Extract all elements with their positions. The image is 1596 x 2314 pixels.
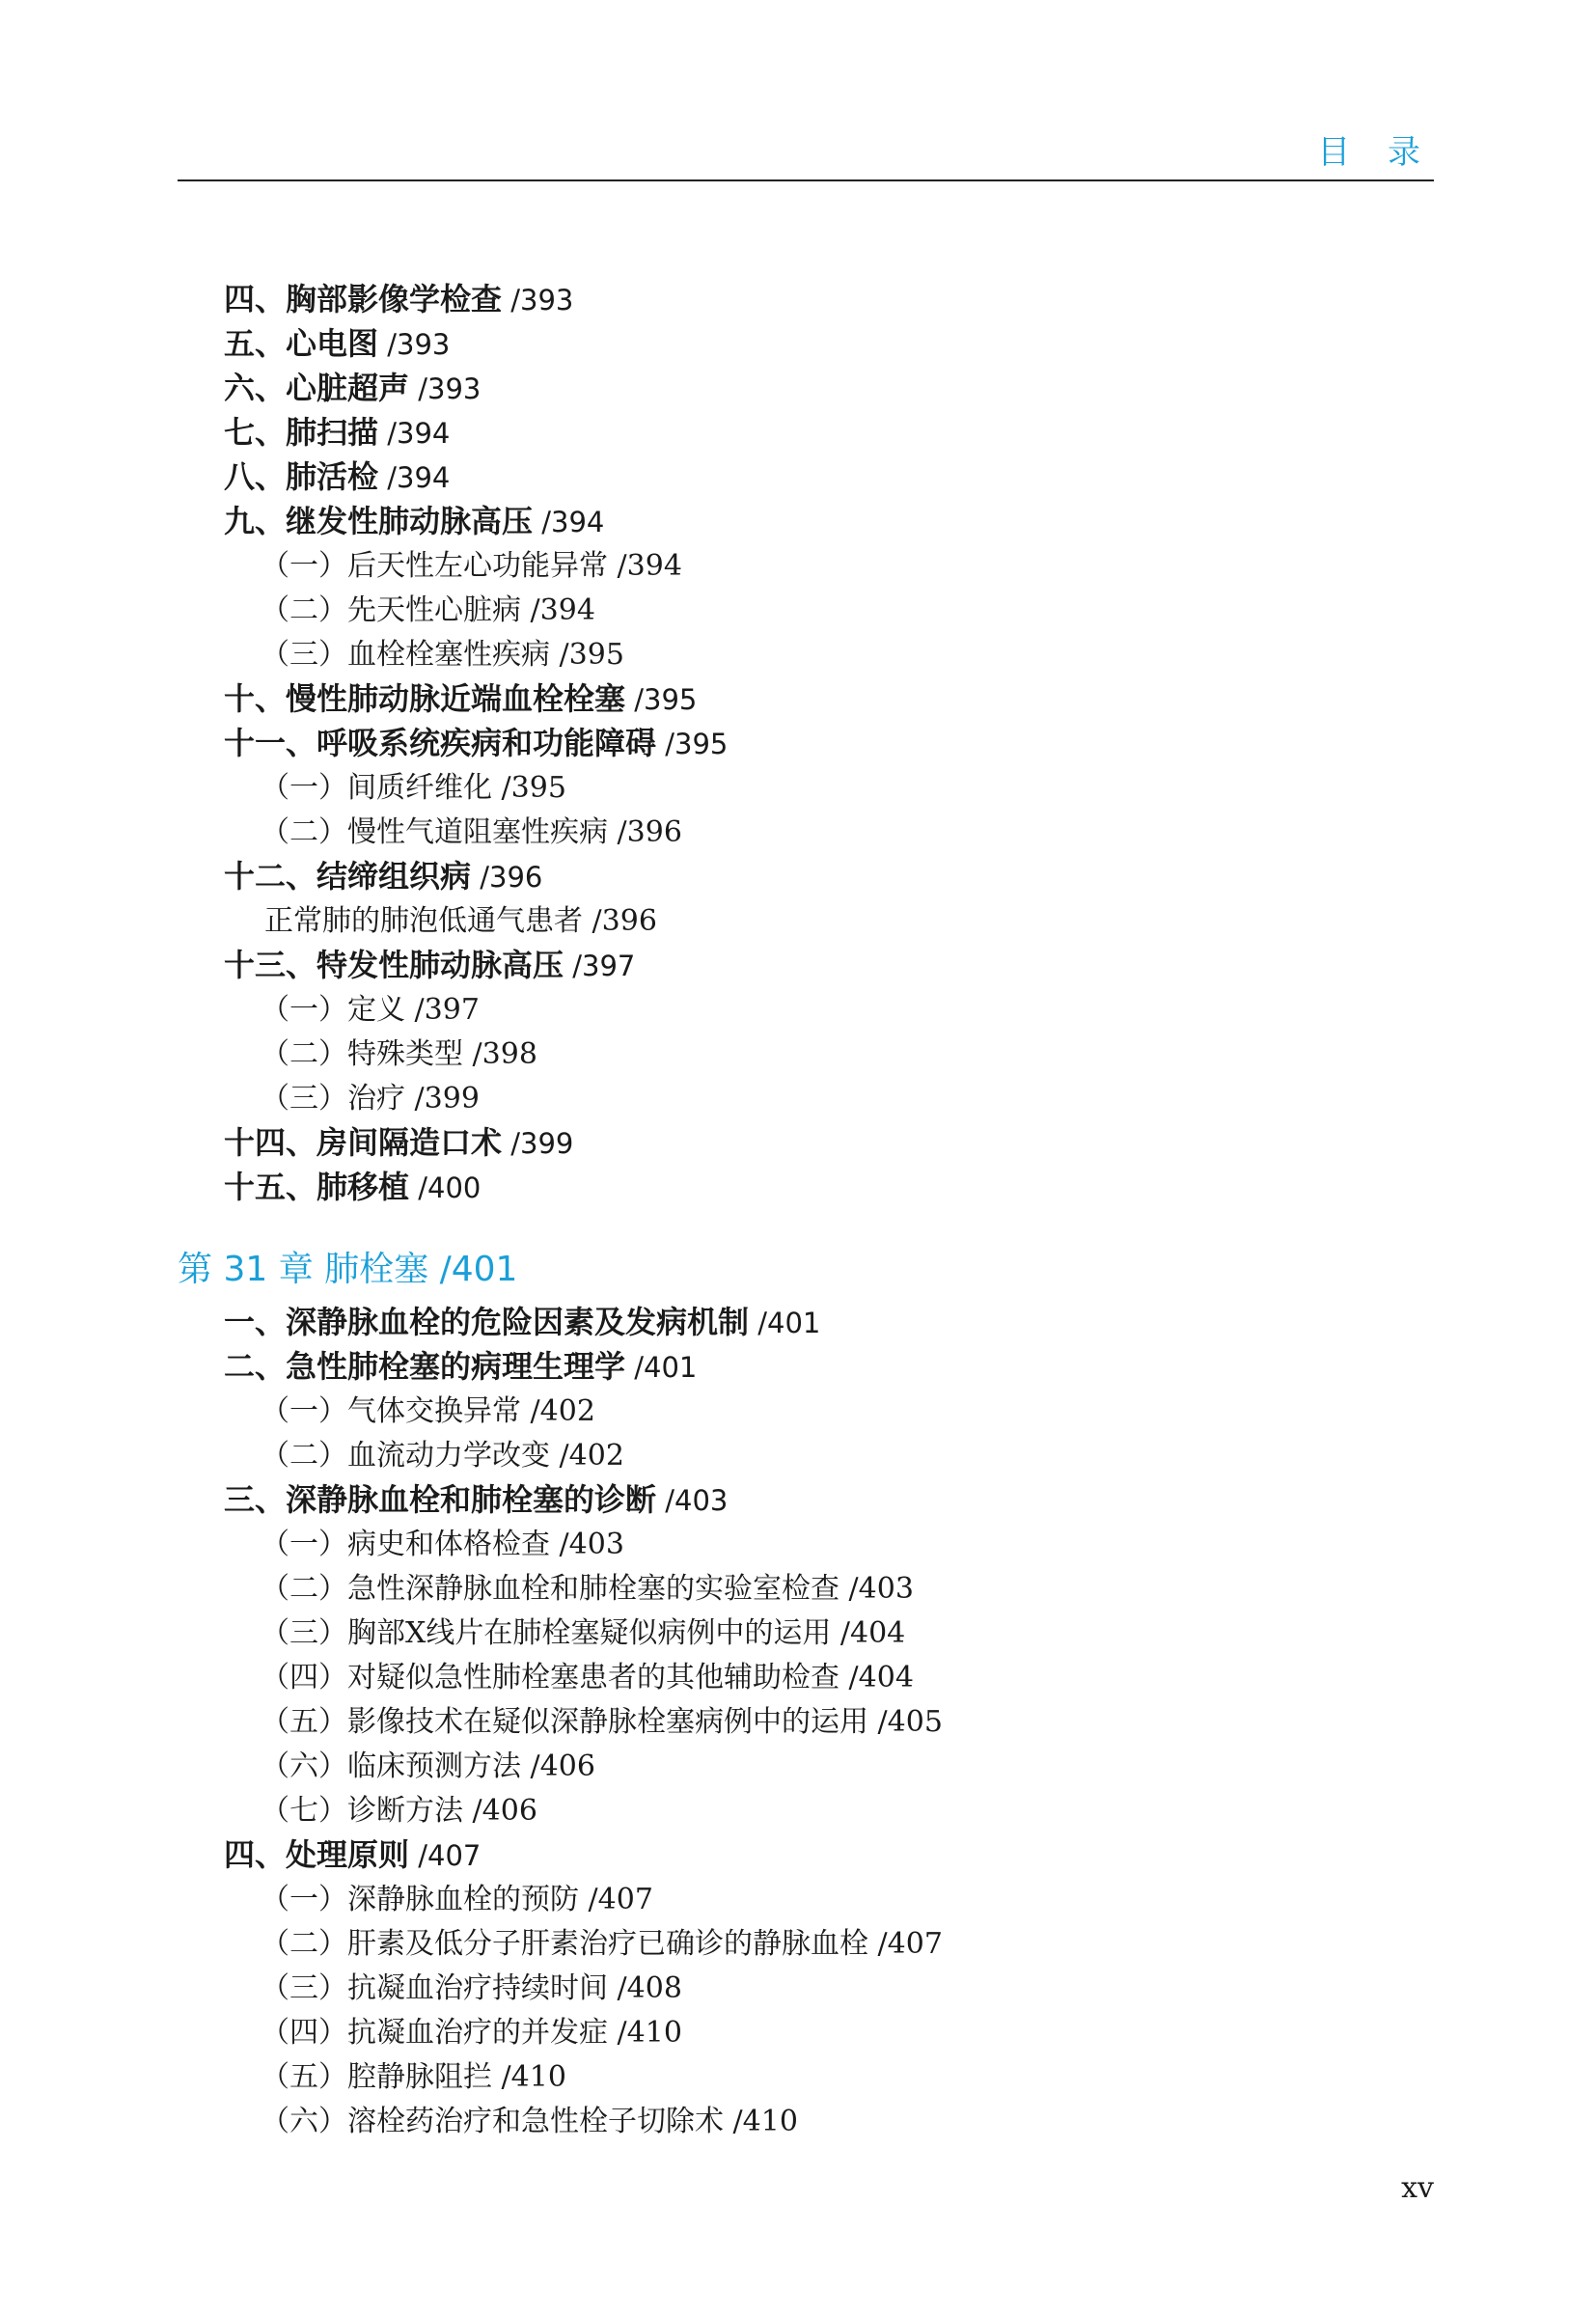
toc-entry-page: /403 [656, 1484, 729, 1517]
toc-entry-page: /402 [521, 1394, 595, 1428]
toc-entry-page: /410 [492, 2060, 566, 2094]
toc-entry-page: /402 [550, 1439, 624, 1473]
toc-entry-page: /401 [625, 1351, 698, 1384]
toc-entry-page: /400 [409, 1171, 482, 1204]
toc-subsection-entry [261, 763, 566, 806]
toc-entry-page: /404 [831, 1616, 906, 1650]
toc-section-entry [224, 719, 728, 763]
toc-entry-page: /405 [868, 1705, 943, 1739]
toc-subsection-entry [261, 1742, 595, 1784]
toc-entry-page: /407 [409, 1839, 482, 1872]
page-header-title: 目 录 [1317, 133, 1434, 172]
toc-entry-page: /410 [724, 2105, 798, 2138]
toc-entry-title: 七、肺扫描 [224, 414, 379, 451]
toc-entry-title: （六）溶栓药治疗和急性栓子切除术 [261, 2105, 724, 2138]
header-rule [178, 179, 1434, 181]
toc-entry-title: 十五、肺移植 [224, 1169, 410, 1205]
toc-subsection-entry [261, 1697, 943, 1740]
toc-section-entry [224, 1342, 697, 1387]
toc-entry-page: /403 [550, 1528, 624, 1561]
toc-entry-title: （一）定义 [261, 993, 405, 1027]
toc-entry-page: /396 [471, 861, 543, 894]
toc-entry-title: 十四、房间隔造口术 [224, 1124, 503, 1161]
toc-subsection-entry [261, 1875, 653, 1917]
toc-entry-title: （四）对疑似急性肺栓塞患者的其他辅助检查 [261, 1661, 839, 1694]
toc-entry-title: （二）特殊类型 [261, 1037, 463, 1071]
toc-entry-title: （二）肝素及低分子肝素治疗已确诊的静脉血栓 [261, 1927, 868, 1961]
toc-entry-title: 一、深静脉血栓的危险因素及发病机制 [224, 1304, 750, 1340]
page-number: xv [1401, 2171, 1434, 2205]
toc-entry-page: /395 [656, 728, 729, 760]
toc-entry-title: 二、急性肺栓塞的病理生理学 [224, 1348, 626, 1385]
toc-subsection-entry [261, 1653, 914, 1695]
toc-entry-page: /394 [378, 417, 451, 450]
toc-entry-title: 八、肺活检 [224, 458, 379, 495]
toc-entry-page: /396 [608, 815, 682, 849]
toc-entry-page: /408 [608, 1971, 682, 2005]
toc-subsection-entry [261, 985, 480, 1028]
toc-entry-title: （七）诊断方法 [261, 1794, 463, 1828]
toc-subsection-entry [261, 1030, 537, 1072]
toc-entry-page: /397 [564, 950, 636, 982]
toc-subsection-entry [261, 586, 595, 628]
toc-section-entry [224, 1118, 573, 1163]
toc-section-entry [224, 364, 481, 408]
toc-entry-page: /407 [579, 1883, 653, 1916]
toc-section-entry [224, 319, 450, 364]
toc-subsection-entry [261, 2052, 566, 2095]
toc-entry-title: （五）影像技术在疑似深静脉栓塞病例中的运用 [261, 1705, 868, 1739]
toc-section-entry [224, 675, 697, 719]
toc-subsection-entry [261, 630, 624, 673]
toc-entry-title: 十二、结缔组织病 [224, 858, 472, 895]
toc-subsection-entry [261, 1609, 905, 1651]
toc-entry-page: /399 [502, 1127, 574, 1160]
toc-entry-page: /393 [502, 284, 574, 317]
toc-section-entry [224, 453, 450, 497]
toc-entry-title: （三）胸部X线片在肺栓塞疑似病例中的运用 [261, 1616, 832, 1650]
toc-entry-title: （一）深静脉血栓的预防 [261, 1883, 579, 1916]
toc-entry-title: （六）临床预测方法 [261, 1749, 521, 1783]
toc-subsection-entry [261, 2008, 682, 2051]
toc-section-entry [224, 852, 542, 896]
toc-entry-title: 第 31 章 肺栓塞 [178, 1250, 429, 1289]
toc-entry-page: /403 [839, 1572, 914, 1606]
toc-section-entry [224, 941, 635, 985]
toc-entry-page: /395 [550, 638, 624, 672]
toc-entry-title: （一）后天性左心功能异常 [261, 549, 608, 583]
toc-subsection-entry [261, 1786, 537, 1829]
toc-subsection-entry [261, 1431, 624, 1474]
toc-subsection-entry [261, 1964, 682, 2006]
toc-entry-title: 正常肺的肺泡低通气患者 [264, 904, 583, 938]
toc-entry-title: 十三、特发性肺动脉高压 [224, 947, 564, 983]
toc-subsection-entry [261, 1564, 914, 1607]
toc-section-entry [224, 1298, 820, 1342]
toc-entry-page: /406 [521, 1749, 595, 1783]
toc-subsection-entry [261, 1919, 943, 1962]
toc-entry-page: /398 [463, 1037, 537, 1071]
toc-entry-page: /395 [625, 683, 698, 716]
toc-entry-page: /394 [378, 461, 451, 494]
toc-subsection-entry [261, 1074, 480, 1116]
toc-subsection-entry [264, 896, 657, 939]
toc-entry-title: （三）血栓栓塞性疾病 [261, 638, 550, 672]
toc-entry-title: 十一、呼吸系统疾病和功能障碍 [224, 725, 657, 761]
toc-section-entry [224, 1163, 481, 1207]
toc-entry-page: /396 [583, 904, 657, 938]
toc-entry-page: /399 [405, 1082, 480, 1116]
toc-chapter-heading [178, 1242, 517, 1291]
toc-entry-title: （二）先天性心脏病 [261, 593, 521, 627]
toc-entry-title: 四、处理原则 [224, 1836, 410, 1873]
toc-section-entry [224, 497, 604, 541]
toc-entry-page: /394 [608, 549, 682, 583]
toc-entry-title: （二）血流动力学改变 [261, 1439, 550, 1473]
toc-entry-page: /393 [378, 328, 451, 361]
toc-subsection-entry [261, 541, 682, 584]
toc-entry-title: 五、心电图 [224, 325, 379, 362]
toc-entry-page: /410 [608, 2016, 682, 2050]
toc-entry-title: （四）抗凝血治疗的并发症 [261, 2016, 608, 2050]
toc-entry-title: （五）腔静脉阻拦 [261, 2060, 492, 2094]
toc-entry-title: （一）病史和体格检查 [261, 1528, 550, 1561]
toc-entry-page: /394 [521, 593, 595, 627]
toc-subsection-entry [261, 1387, 595, 1429]
toc-subsection-entry [261, 808, 682, 850]
toc-section-entry [224, 1831, 481, 1875]
toc-entry-page: /406 [463, 1794, 537, 1828]
toc-entry-page: /404 [839, 1661, 914, 1694]
toc-entry-page: /397 [405, 993, 480, 1027]
toc-entry-page: /407 [868, 1927, 943, 1961]
toc-entry-page: /393 [409, 372, 482, 405]
toc-entry-title: （三）治疗 [261, 1082, 405, 1116]
toc-entry-title: （二）急性深静脉血栓和肺栓塞的实验室检查 [261, 1572, 839, 1606]
toc-entry-title: 三、深静脉血栓和肺栓塞的诊断 [224, 1481, 657, 1518]
toc-entry-title: 十、慢性肺动脉近端血栓栓塞 [224, 680, 626, 717]
toc-entry-title: （一）间质纤维化 [261, 771, 492, 805]
toc-entry-page: /395 [492, 771, 566, 805]
toc-section-entry [224, 275, 573, 319]
toc-entry-page: /394 [533, 506, 605, 538]
toc-entry-title: （一）气体交换异常 [261, 1394, 521, 1428]
toc-subsection-entry [261, 2097, 798, 2139]
toc-entry-title: 四、胸部影像学检查 [224, 281, 503, 317]
toc-subsection-entry [261, 1520, 624, 1562]
toc-entry-page: /401 [749, 1307, 821, 1339]
toc-entry-title: 六、心脏超声 [224, 370, 410, 406]
toc-section-entry [224, 408, 450, 453]
toc-entry-title: （二）慢性气道阻塞性疾病 [261, 815, 608, 849]
toc-entry-title: （三）抗凝血治疗持续时间 [261, 1971, 608, 2005]
toc-entry-page: /401 [428, 1250, 518, 1289]
toc-entry-title: 九、继发性肺动脉高压 [224, 503, 534, 539]
toc-section-entry [224, 1475, 728, 1520]
